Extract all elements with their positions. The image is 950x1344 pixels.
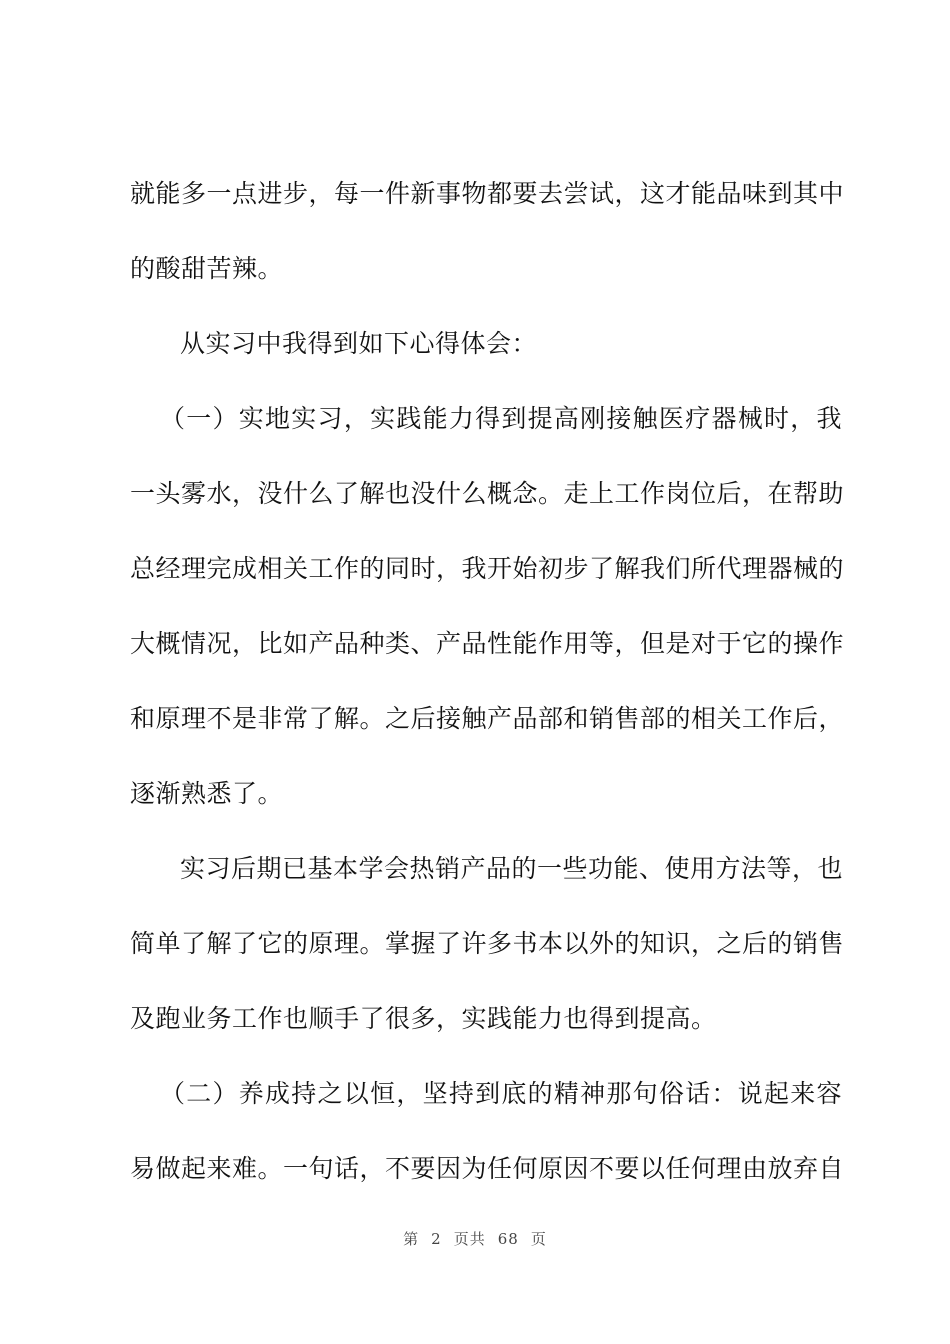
paragraph-start-line: 实习后期已基本学会热销产品的一些功能、使用方法等，也	[180, 854, 844, 883]
text-line: 总经理完成相关工作的同时，我开始初步了解我们所代理器械的	[130, 554, 845, 583]
text-line: 和原理不是非常了解。之后接触产品部和销售部的相关工作后，	[130, 704, 845, 733]
total-pages: 68	[497, 1230, 519, 1248]
text-line: 就能多一点进步，每一件新事物都要去尝试，这才能品味到其中	[130, 179, 845, 208]
footer-prefix: 第	[403, 1230, 420, 1248]
text-line: 及跑业务工作也顺手了很多，实践能力也得到提高。	[130, 1004, 717, 1033]
page-footer	[0, 1228, 950, 1250]
footer-mid: 页共	[453, 1230, 486, 1248]
text-line: 逐渐熟悉了。	[130, 779, 284, 808]
section-heading-line: （一）实地实习，实践能力得到提高刚接触医疗器械时，我	[160, 404, 842, 433]
text-line: 一头雾水，没什么了解也没什么概念。走上工作岗位后，在帮助	[130, 479, 845, 508]
footer-suffix: 页	[530, 1230, 547, 1248]
text-line: 易做起来难。一句话，不要因为任何原因不要以任何理由放弃自	[130, 1154, 845, 1183]
paragraph-start-line: 从实习中我得到如下心得体会：	[180, 329, 538, 358]
text-line: 的酸甜苦辣。	[130, 254, 284, 283]
section-heading-line: （二）养成持之以恒，坚持到底的精神那句俗话：说起来容	[160, 1079, 842, 1108]
text-line: 简单了解了它的原理。掌握了许多书本以外的知识，之后的销售	[130, 929, 845, 958]
text-line: 大概情况，比如产品种类、产品性能作用等，但是对于它的操作	[130, 629, 845, 658]
page-number: 2	[431, 1230, 442, 1248]
